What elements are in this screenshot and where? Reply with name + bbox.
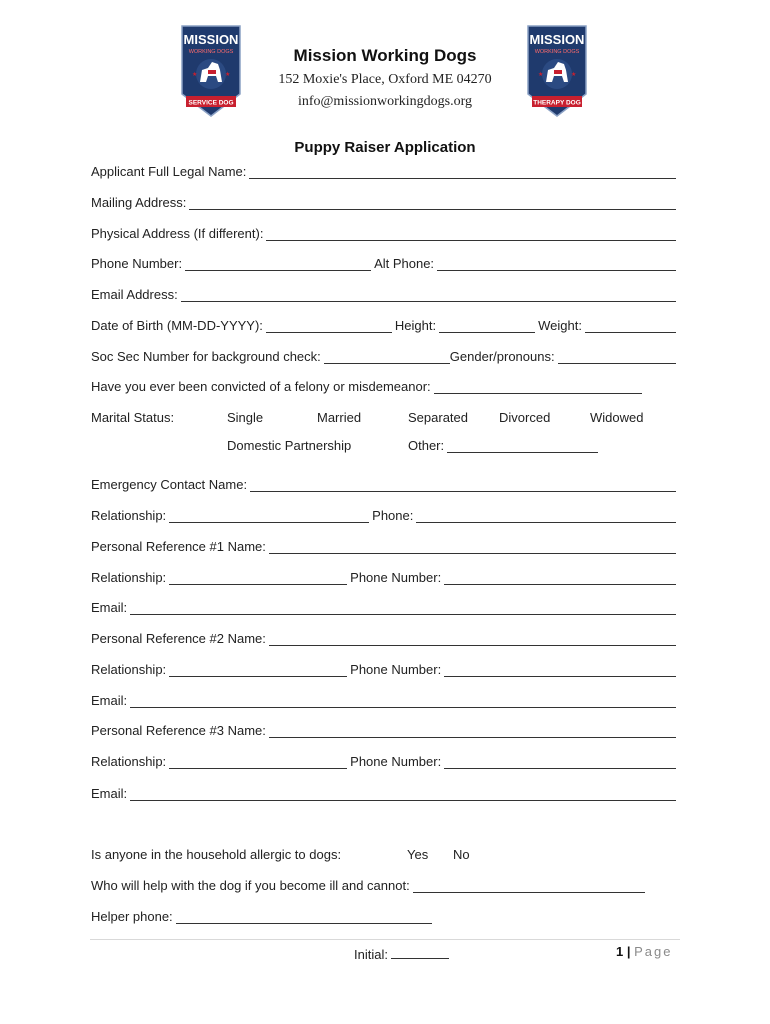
helper-question: Who will help with the dog if you become ill and cannot:	[91, 878, 410, 893]
emergency-name-row	[91, 475, 676, 495]
logo-right-banner: THERAPY DOG	[533, 99, 581, 107]
phone-row	[91, 254, 676, 274]
letterhead	[0, 0, 770, 130]
org-address: 152 Moxie's Place, Oxford ME 04270	[278, 72, 492, 87]
marital-option-divorced[interactable]: Divorced	[499, 410, 551, 425]
emergency-phone-field[interactable]	[416, 508, 676, 523]
marital-option-other[interactable]: Other:	[408, 438, 445, 453]
emergency-name-label: Emergency Contact Name:	[91, 477, 248, 492]
logo-left-sub: WORKING DOGS	[188, 49, 234, 55]
email-address-field[interactable]	[181, 287, 676, 302]
email-address-row	[91, 285, 676, 305]
emergency-name-field[interactable]	[250, 477, 676, 492]
allergy-no-option[interactable]: No	[453, 847, 470, 862]
gender-label: Gender/pronouns:	[449, 349, 555, 364]
marital-option-single[interactable]: Single	[227, 410, 264, 425]
ref2-name-row	[91, 629, 676, 649]
therapy-dog-logo-icon	[524, 24, 590, 118]
ref1-email-label: Email:	[91, 600, 128, 615]
ref1-name-field[interactable]	[269, 539, 676, 554]
marital-other-row	[408, 436, 598, 456]
ref2-name-label: Personal Reference #2 Name:	[91, 631, 266, 646]
ref2-email-row	[91, 691, 676, 711]
org-name: Mission Working Dogs	[293, 46, 477, 65]
marital-other-field[interactable]	[447, 438, 598, 453]
page-number-value: 1	[616, 944, 624, 959]
email-address-label: Email Address:	[91, 287, 178, 302]
allergy-yes-option[interactable]: Yes	[407, 847, 429, 862]
height-label: Height:	[394, 318, 437, 333]
alt-phone-label: Alt Phone:	[374, 256, 435, 271]
ssn-row	[91, 347, 676, 367]
phone-number-label: Phone Number:	[91, 256, 183, 271]
ref2-email-label: Email:	[91, 693, 128, 708]
logo-left-top: MISSION	[183, 32, 239, 47]
org-email[interactable]: info@missionworkingdogs.org	[297, 94, 473, 109]
initial-label: Initial:	[354, 947, 388, 962]
emergency-relationship-field[interactable]	[169, 508, 369, 523]
ref3-relationship-label: Relationship:	[91, 754, 167, 769]
dob-field[interactable]	[266, 318, 392, 333]
applicant-name-field[interactable]	[249, 164, 676, 179]
felony-label: Have you ever been convicted of a felony or misdemeanor:	[91, 379, 431, 394]
ref3-email-row	[91, 784, 676, 804]
ssn-field[interactable]	[324, 349, 450, 364]
weight-field[interactable]	[585, 318, 676, 333]
ref3-relationship-field[interactable]	[169, 754, 347, 769]
logo-right-sub: WORKING DOGS	[534, 49, 580, 55]
marital-option-married[interactable]: Married	[317, 410, 362, 425]
logo-left-banner: SERVICE DOG	[188, 99, 234, 107]
page-number	[616, 944, 673, 959]
org-info	[230, 46, 540, 110]
ref2-phone-field[interactable]	[444, 662, 676, 677]
svg-text:★: ★	[538, 72, 544, 78]
felony-field[interactable]	[434, 379, 642, 394]
ref3-relationship-row	[91, 752, 676, 772]
physical-address-label: Physical Address (If different):	[91, 226, 264, 241]
marital-option-separated[interactable]: Separated	[408, 410, 468, 425]
mailing-address-label: Mailing Address:	[91, 195, 187, 210]
helper-phone-label: Helper phone:	[91, 909, 173, 924]
helper-phone-row	[91, 907, 676, 927]
height-field[interactable]	[439, 318, 535, 333]
page-word: Page	[634, 944, 673, 959]
ref1-name-label: Personal Reference #1 Name:	[91, 539, 266, 554]
weight-label: Weight:	[538, 318, 582, 333]
ssn-label: Soc Sec Number for background check:	[91, 349, 321, 364]
marital-option-domestic-partnership[interactable]: Domestic Partnership	[227, 438, 352, 453]
ref1-relationship-label: Relationship:	[91, 570, 167, 585]
ref3-email-field[interactable]	[130, 786, 676, 801]
svg-text:★: ★	[571, 72, 577, 78]
footer-divider	[90, 939, 680, 940]
ref1-name-row	[91, 537, 676, 557]
ref2-email-field[interactable]	[130, 693, 676, 708]
ref1-relationship-field[interactable]	[169, 570, 347, 585]
helper-row	[91, 876, 676, 896]
marital-option-widowed[interactable]: Widowed	[590, 410, 644, 425]
helper-phone-field[interactable]	[176, 909, 432, 924]
helper-field[interactable]	[413, 878, 645, 893]
ref2-relationship-label: Relationship:	[91, 662, 167, 677]
emergency-relationship-row	[91, 506, 676, 526]
form-title: Puppy Raiser Application	[294, 139, 476, 156]
initial-field[interactable]	[391, 944, 449, 959]
ref2-name-field[interactable]	[269, 631, 676, 646]
phone-number-field[interactable]	[185, 256, 371, 271]
felony-row	[91, 377, 676, 397]
ref1-phone-label: Phone Number:	[350, 570, 442, 585]
alt-phone-field[interactable]	[437, 256, 676, 271]
ref1-phone-field[interactable]	[444, 570, 676, 585]
ref3-email-label: Email:	[91, 786, 128, 801]
applicant-name-label: Applicant Full Legal Name:	[91, 164, 247, 179]
applicant-name-row	[91, 162, 676, 182]
ref2-relationship-field[interactable]	[169, 662, 347, 677]
mailing-address-field[interactable]	[189, 195, 676, 210]
ref1-relationship-row	[91, 568, 676, 588]
marital-status-label: Marital Status:	[91, 410, 175, 425]
ref3-name-label: Personal Reference #3 Name:	[91, 723, 266, 738]
physical-address-row	[91, 224, 676, 244]
gender-field[interactable]	[558, 349, 676, 364]
dob-row	[91, 316, 676, 336]
ref1-email-row	[91, 598, 676, 618]
logo-right-top: MISSION	[529, 32, 585, 47]
emergency-phone-label: Phone:	[372, 508, 414, 523]
ref3-name-row	[91, 721, 676, 741]
mailing-address-row	[91, 193, 676, 213]
ref3-name-field[interactable]	[269, 723, 676, 738]
physical-address-field[interactable]	[266, 226, 676, 241]
svg-text:★: ★	[225, 72, 231, 78]
emergency-relationship-label: Relationship:	[91, 508, 167, 523]
dob-label: Date of Birth (MM-DD-YYYY):	[91, 318, 263, 333]
ref1-email-field[interactable]	[130, 600, 676, 615]
ref3-phone-label: Phone Number:	[350, 754, 442, 769]
ref3-phone-field[interactable]	[444, 754, 676, 769]
ref2-relationship-row	[91, 660, 676, 680]
initial-block	[354, 944, 449, 962]
allergy-question: Is anyone in the household allergic to dogs:	[91, 847, 342, 862]
ref2-phone-label: Phone Number:	[350, 662, 442, 677]
svg-text:★: ★	[192, 72, 198, 78]
page-separator: |	[626, 944, 631, 959]
